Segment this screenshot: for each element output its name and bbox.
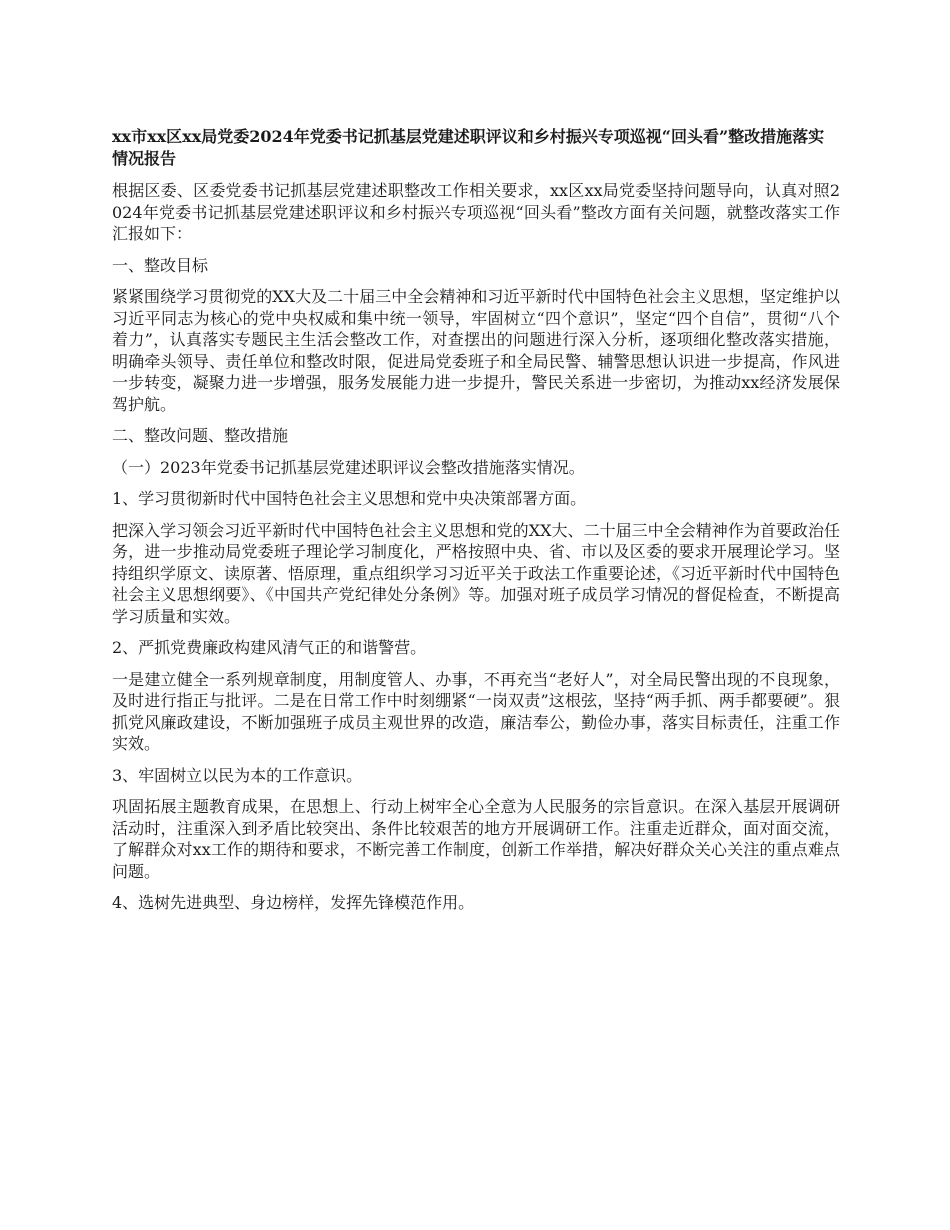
- item-heading-1: 1、学习贯彻新时代中国特色社会主义思想和党中央决策部署方面。: [112, 489, 587, 508]
- item-paragraph-2: 一是建立健全一系列规章制度，用制度管人、办事，不再充当“老好人”，对全局民警出现的不良现象，及时进行指正与批评。二是在日常工作中时刻绷紧“一岗双责”这根弦，坚持“两手抓、两手都要硬”。狠抓党风廉政建设，不断加强班子成员主观世界的改造，廉洁奉公，勤俭办事，落实目标责任，注重工作实效。: [112, 669, 840, 753]
- document-page: [112, 126, 840, 924]
- item-heading-2: 2、严抓党费廉政构建风清气正的和谐警营。: [112, 638, 427, 657]
- subsection-heading-2023: （一）2023年党委书记抓基层党建述职评议会整改措施落实情况。: [112, 457, 585, 477]
- section-heading-problems: 二、整改问题、整改措施: [112, 426, 289, 445]
- item-heading-3: 3、牢固树立以民为本的工作意识。: [112, 765, 363, 785]
- section-heading-goals: 一、整改目标: [112, 255, 209, 275]
- intro-paragraph: 根据区委、区委党委书记抓基层党建述职整改工作相关要求，xx区xx局党委坚持问题导向，认真对照2024年党委书记抓基层党建述职评议和乡村振兴专项巡视“回头看”整改方面有关问题，就整改落实工作汇报如下：: [112, 181, 840, 243]
- document-title: xx市xx区xx局党委2024年党委书记抓基层党建述职评议和乡村振兴专项巡视“回头看”整改措施落实情况报告: [112, 127, 825, 168]
- item-paragraph-1: 把深入学习领会习近平新时代中国特色社会主义思想和党的XX大、二十届三中全会精神作为首要政治任务，进一步推动局党委班子理论学习制度化，严格按照中央、省、市以及区委的要求开展理论学习。坚持组织学原文、读原著、悟原理，重点组织学习习近平关于政法工作重要论述，《习近平新时代中国特色社会主义思想纲要》、《中国共产党纪律处分条例》等。加强对班子成员学习情况的督促检查，不断提高学习质量和实效。: [112, 520, 841, 626]
- goals-paragraph: 紧紧围绕学习贯彻党的XX大及二十届三中全会精神和习近平新时代中国特色社会主义思想，坚定维护以习近平同志为核心的党中央权威和集中统一领导，牢固树立“四个意识”，坚定“四个自信”，贯彻“八个着力”，认真落实专题民主生活会整改工作，对查摆出的问题进行深入分析，逐项细化整改落实措施，明确牵头领导、责任单位和整改时限，促进局党委班子和全局民警、辅警思想认识进一步提高，作风进一步转变，凝聚力进一步增强，服务发展能力进一步提升，警民关系进一步密切，为推动xx经济发展保驾护航。: [112, 287, 840, 414]
- item-paragraph-3: 巩固拓展主题教育成果，在思想上、行动上树牢全心全意为人民服务的宗旨意识。在深入基层开展调研活动时，注重深入到矛盾比较突出、条件比较艰苦的地方开展调研工作。注重走近群众，面对面交流，了解群众对xx工作的期待和要求，不断完善工作制度，创新工作举措，解决好群众关心关注的重点难点问题。: [112, 797, 840, 881]
- item-heading-4: 4、选树先进典型、身边榜样，发挥先锋模范作用。: [112, 893, 475, 912]
